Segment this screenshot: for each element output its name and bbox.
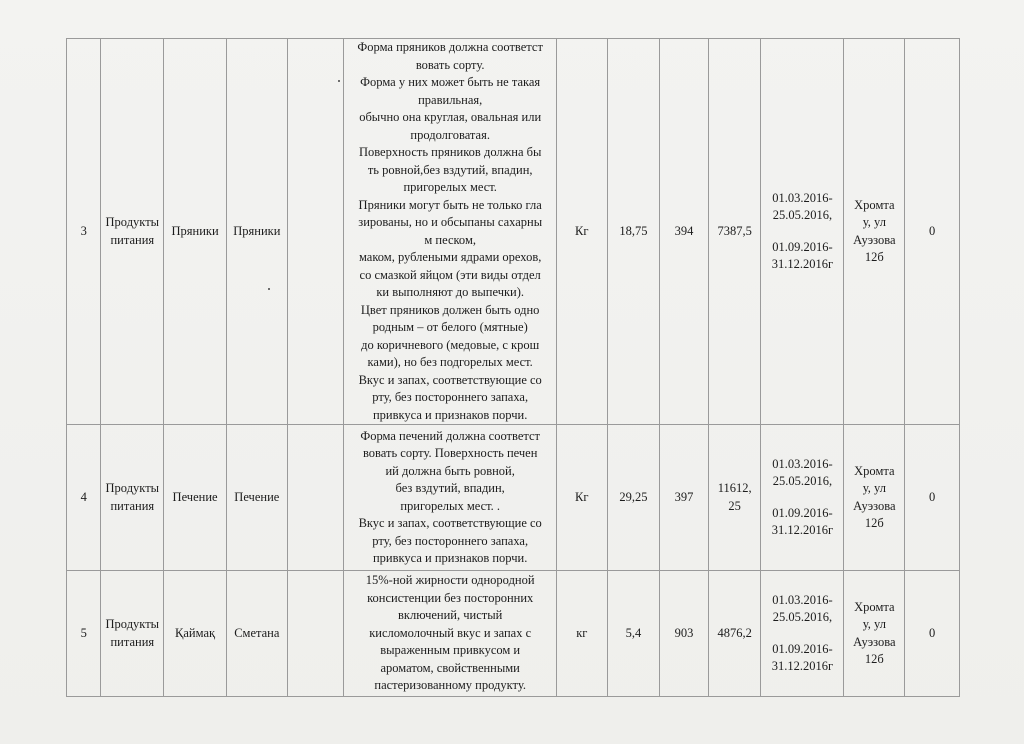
name-ru-cell: Сметана	[226, 571, 287, 697]
table-row	[67, 39, 960, 425]
row-number: 3	[67, 39, 101, 425]
empty-cell	[287, 39, 344, 425]
quantity-cell: 5,4	[607, 571, 660, 697]
row-number: 4	[67, 425, 101, 571]
price-cell: 903	[660, 571, 709, 697]
delivery-place-cell: Хромта у, ул Ауэзова 12б	[844, 39, 905, 425]
category-cell: Продукты питания	[101, 571, 164, 697]
name-ru-cell: Пряники	[226, 39, 287, 425]
category-cell: Продукты питания	[101, 39, 164, 425]
description-cell: 15%-ной жирности однородной консистенции без посторонних включений, чистый кисломолочный вкус и запах с выраженным привкусом и ароматом, свойственными пастеризованному продукту.	[344, 571, 557, 697]
advance-cell: 0	[905, 425, 960, 571]
unit-cell: Кг	[556, 39, 607, 425]
period-second: 01.09.2016- 31.12.2016г	[771, 505, 834, 537]
empty-cell	[287, 425, 344, 571]
quantity-cell: 29,25	[607, 425, 660, 571]
empty-cell	[287, 571, 344, 697]
period-second: 01.09.2016- 31.12.2016г	[771, 641, 834, 673]
delivery-period-cell	[761, 39, 844, 425]
delivery-period-cell	[761, 425, 844, 571]
advance-cell: 0	[905, 571, 960, 697]
row-number: 5	[67, 571, 101, 697]
unit-cell: кг	[556, 571, 607, 697]
name-kz-cell: Печение	[164, 425, 227, 571]
delivery-place-cell: Хромта у, ул Ауэзова 12б	[844, 571, 905, 697]
unit-cell: Кг	[556, 425, 607, 571]
period-first: 01.03.2016- 25.05.2016,	[772, 592, 833, 624]
name-kz-cell: Қаймақ	[164, 571, 227, 697]
total-cell: 4876,2	[708, 571, 761, 697]
period-first: 01.03.2016- 25.05.2016,	[772, 190, 833, 222]
delivery-period-cell	[761, 571, 844, 697]
price-cell: 397	[660, 425, 709, 571]
name-ru-cell: Печение	[226, 425, 287, 571]
scan-speck	[268, 288, 270, 290]
price-cell: 394	[660, 39, 709, 425]
quantity-cell: 18,75	[607, 39, 660, 425]
total-cell: 7387,5	[708, 39, 761, 425]
table-row	[67, 425, 960, 571]
table-row	[67, 571, 960, 697]
procurement-table	[66, 38, 960, 697]
name-kz-cell: Пряники	[164, 39, 227, 425]
description-cell: Форма печений должна соответст вовать сорту. Поверхность печен ий должна быть ровной, без вздутий, впадин, пригорелых мест. . Вкус и запах, соответствующие со рту, без постороннего запаха, привкуса и признаков порчи.	[344, 425, 557, 571]
period-second: 01.09.2016- 31.12.2016г	[771, 239, 834, 271]
description-cell: Форма пряников должна соответст вовать сорту. Форма у них может быть не такая правильная, обычно она круглая, овальная или продолговатая. Поверхность пряников должна бы ть ровной,без вздутий, впадин, пригорелых мест. Пряники могут быть не только гла зированы, но и обсыпаны сахарны м песком, маком, рублеными ядрами орехов, со смазкой яйцом (эти виды отдел ки выполняют до выпечки). Цвет пряников должен быть одно родным – от белого (мятные) до коричневого (медовые, с крош ками), но без подгорелых мест. Вкус и запах, соответствующие со рту, без постороннего запаха, привкуса и признаков порчи.	[344, 39, 557, 425]
total-cell: 11612, 25	[708, 425, 761, 571]
category-cell: Продукты питания	[101, 425, 164, 571]
advance-cell: 0	[905, 39, 960, 425]
period-first: 01.03.2016- 25.05.2016,	[772, 456, 833, 488]
delivery-place-cell: Хромта у, ул Ауэзова 12б	[844, 425, 905, 571]
scan-speck	[338, 80, 340, 82]
